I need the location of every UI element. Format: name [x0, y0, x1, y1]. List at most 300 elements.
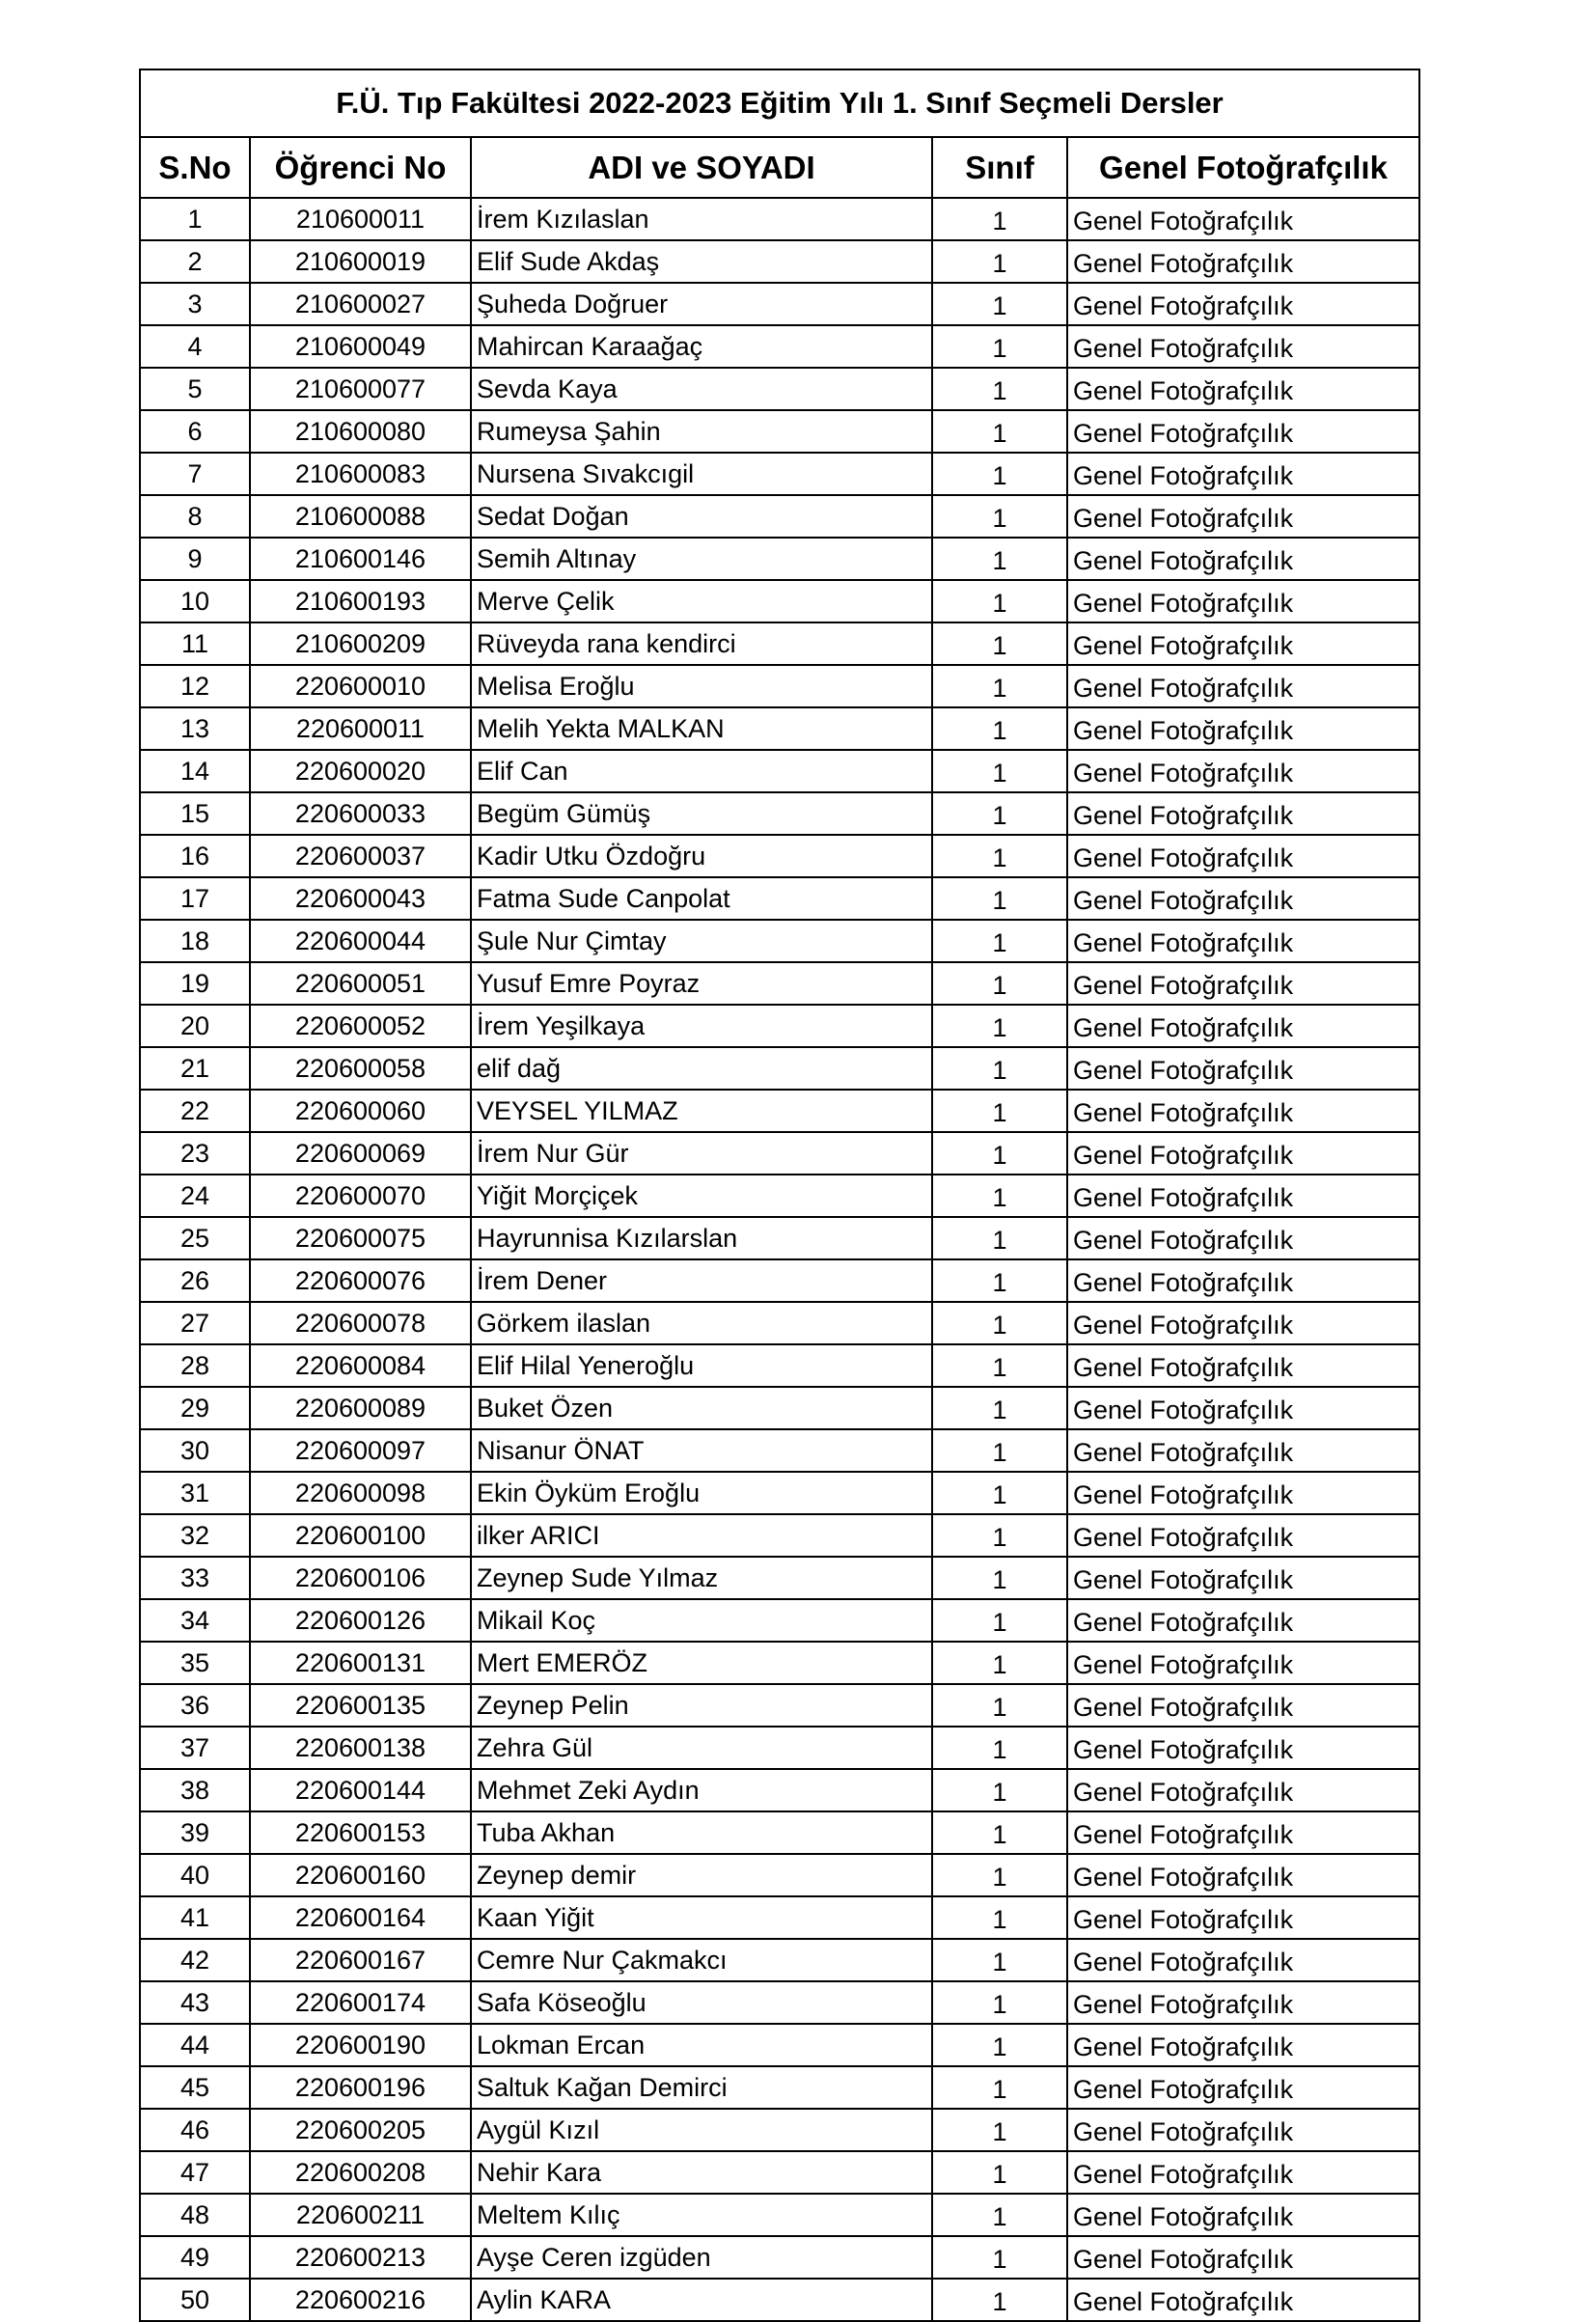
- cell-course: Genel Fotoğrafçılık: [1067, 920, 1419, 962]
- cell-student-no: 220600098: [250, 1472, 471, 1514]
- table-row: [140, 1514, 1419, 1557]
- cell-class: 1: [932, 2151, 1067, 2194]
- cell-course: Genel Fotoğrafçılık: [1067, 198, 1419, 240]
- cell-course: Genel Fotoğrafçılık: [1067, 877, 1419, 920]
- title-row: [140, 69, 1419, 137]
- cell-class: 1: [932, 410, 1067, 453]
- cell-course: Genel Fotoğrafçılık: [1067, 1047, 1419, 1090]
- cell-course: Genel Fotoğrafçılık: [1067, 1854, 1419, 1896]
- cell-course: Genel Fotoğrafçılık: [1067, 1684, 1419, 1727]
- table-row: [140, 1047, 1419, 1090]
- table-row: [140, 1344, 1419, 1387]
- cell-sno: 48: [140, 2194, 250, 2236]
- cell-course: Genel Fotoğrafçılık: [1067, 1344, 1419, 1387]
- cell-course: Genel Fotoğrafçılık: [1067, 1005, 1419, 1047]
- cell-sno: 3: [140, 283, 250, 325]
- cell-sno: 42: [140, 1939, 250, 1981]
- cell-student-name: İrem Dener: [471, 1259, 932, 1302]
- cell-student-name: Aygül Kızıl: [471, 2109, 932, 2151]
- table-row: [140, 1005, 1419, 1047]
- table-row: [140, 240, 1419, 283]
- cell-class: 1: [932, 1642, 1067, 1684]
- table-header: [140, 69, 1419, 198]
- cell-student-no: 220600135: [250, 1684, 471, 1727]
- cell-student-name: Begüm Gümüş: [471, 792, 932, 835]
- table-row: [140, 1769, 1419, 1811]
- cell-course: Genel Fotoğrafçılık: [1067, 240, 1419, 283]
- cell-student-no: 220600043: [250, 877, 471, 920]
- cell-sno: 8: [140, 495, 250, 538]
- cell-student-name: Safa Köseoğlu: [471, 1981, 932, 2024]
- cell-student-no: 220600164: [250, 1896, 471, 1939]
- column-header-course: Genel Fotoğrafçılık: [1067, 137, 1419, 198]
- cell-course: Genel Fotoğrafçılık: [1067, 1472, 1419, 1514]
- cell-course: Genel Fotoğrafçılık: [1067, 1599, 1419, 1642]
- table-row: [140, 1472, 1419, 1514]
- cell-student-name: Ayşe Ceren izgüden: [471, 2236, 932, 2279]
- cell-student-no: 210600209: [250, 622, 471, 665]
- table-row: [140, 2279, 1419, 2321]
- cell-course: Genel Fotoğrafçılık: [1067, 1811, 1419, 1854]
- cell-student-name: Hayrunnisa Kızılarslan: [471, 1217, 932, 1259]
- cell-student-no: 210600019: [250, 240, 471, 283]
- cell-student-no: 210600088: [250, 495, 471, 538]
- cell-sno: 36: [140, 1684, 250, 1727]
- cell-student-no: 220600084: [250, 1344, 471, 1387]
- cell-sno: 40: [140, 1854, 250, 1896]
- cell-student-name: elif dağ: [471, 1047, 932, 1090]
- cell-class: 1: [932, 1005, 1067, 1047]
- cell-student-no: 220600070: [250, 1175, 471, 1217]
- cell-student-no: 210600077: [250, 368, 471, 410]
- cell-student-name: Nehir Kara: [471, 2151, 932, 2194]
- cell-sno: 43: [140, 1981, 250, 2024]
- table-row: [140, 920, 1419, 962]
- cell-sno: 32: [140, 1514, 250, 1557]
- cell-class: 1: [932, 1854, 1067, 1896]
- cell-student-name: Merve Çelik: [471, 580, 932, 622]
- cell-student-name: Sedat Doğan: [471, 495, 932, 538]
- table-row: [140, 1854, 1419, 1896]
- cell-student-name: Zehra Gül: [471, 1727, 932, 1769]
- cell-class: 1: [932, 1472, 1067, 1514]
- cell-sno: 50: [140, 2279, 250, 2321]
- cell-course: Genel Fotoğrafçılık: [1067, 1514, 1419, 1557]
- cell-class: 1: [932, 1811, 1067, 1854]
- cell-student-no: 220600196: [250, 2066, 471, 2109]
- cell-sno: 47: [140, 2151, 250, 2194]
- cell-student-no: 220600153: [250, 1811, 471, 1854]
- column-header-row: [140, 137, 1419, 198]
- cell-sno: 25: [140, 1217, 250, 1259]
- cell-student-name: Mert EMERÖZ: [471, 1642, 932, 1684]
- table-row: [140, 2066, 1419, 2109]
- cell-class: 1: [932, 1344, 1067, 1387]
- cell-student-name: Zeynep Sude Yılmaz: [471, 1557, 932, 1599]
- cell-course: Genel Fotoğrafçılık: [1067, 835, 1419, 877]
- cell-class: 1: [932, 1175, 1067, 1217]
- student-list-table: [139, 69, 1420, 2322]
- cell-sno: 24: [140, 1175, 250, 1217]
- cell-sno: 20: [140, 1005, 250, 1047]
- cell-sno: 17: [140, 877, 250, 920]
- cell-sno: 15: [140, 792, 250, 835]
- cell-student-no: 220600138: [250, 1727, 471, 1769]
- cell-student-no: 220600174: [250, 1981, 471, 2024]
- cell-class: 1: [932, 1727, 1067, 1769]
- table-row: [140, 1981, 1419, 2024]
- cell-class: 1: [932, 1259, 1067, 1302]
- table-row: [140, 2151, 1419, 2194]
- table-row: [140, 1811, 1419, 1854]
- cell-student-name: Şuheda Doğruer: [471, 283, 932, 325]
- cell-class: 1: [932, 1684, 1067, 1727]
- table-body: [140, 198, 1419, 2321]
- table-row: [140, 2236, 1419, 2279]
- cell-sno: 23: [140, 1132, 250, 1175]
- cell-student-name: Lokman Ercan: [471, 2024, 932, 2066]
- table-row: [140, 1557, 1419, 1599]
- cell-course: Genel Fotoğrafçılık: [1067, 2236, 1419, 2279]
- cell-sno: 34: [140, 1599, 250, 1642]
- cell-student-no: 220600089: [250, 1387, 471, 1429]
- table-row: [140, 835, 1419, 877]
- cell-sno: 37: [140, 1727, 250, 1769]
- cell-student-no: 220600131: [250, 1642, 471, 1684]
- cell-student-name: Saltuk Kağan Demirci: [471, 2066, 932, 2109]
- cell-sno: 27: [140, 1302, 250, 1344]
- cell-student-name: Tuba Akhan: [471, 1811, 932, 1854]
- cell-student-no: 220600106: [250, 1557, 471, 1599]
- cell-class: 1: [932, 707, 1067, 750]
- cell-student-no: 220600190: [250, 2024, 471, 2066]
- cell-student-name: İrem Kızılaslan: [471, 198, 932, 240]
- cell-course: Genel Fotoğrafçılık: [1067, 1557, 1419, 1599]
- table-row: [140, 198, 1419, 240]
- cell-sno: 49: [140, 2236, 250, 2279]
- cell-course: Genel Fotoğrafçılık: [1067, 792, 1419, 835]
- cell-student-no: 220600010: [250, 665, 471, 707]
- table-row: [140, 1684, 1419, 1727]
- cell-student-name: Elif Can: [471, 750, 932, 792]
- cell-class: 1: [932, 2024, 1067, 2066]
- cell-class: 1: [932, 665, 1067, 707]
- cell-student-name: Rumeysa Şahin: [471, 410, 932, 453]
- cell-class: 1: [932, 1557, 1067, 1599]
- cell-student-no: 220600216: [250, 2279, 471, 2321]
- cell-student-name: ilker ARICI: [471, 1514, 932, 1557]
- cell-class: 1: [932, 622, 1067, 665]
- cell-class: 1: [932, 1981, 1067, 2024]
- cell-sno: 6: [140, 410, 250, 453]
- cell-student-name: Rüveyda rana kendirci: [471, 622, 932, 665]
- table-row: [140, 2024, 1419, 2066]
- cell-student-no: 220600097: [250, 1429, 471, 1472]
- cell-class: 1: [932, 580, 1067, 622]
- cell-student-name: İrem Yeşilkaya: [471, 1005, 932, 1047]
- cell-sno: 10: [140, 580, 250, 622]
- cell-sno: 30: [140, 1429, 250, 1472]
- table-row: [140, 1259, 1419, 1302]
- cell-class: 1: [932, 1939, 1067, 1981]
- cell-course: Genel Fotoğrafçılık: [1067, 2194, 1419, 2236]
- cell-class: 1: [932, 1302, 1067, 1344]
- table-row: [140, 2194, 1419, 2236]
- cell-sno: 14: [140, 750, 250, 792]
- cell-sno: 38: [140, 1769, 250, 1811]
- table-row: [140, 283, 1419, 325]
- cell-course: Genel Fotoğrafçılık: [1067, 368, 1419, 410]
- table-row: [140, 1939, 1419, 1981]
- cell-student-name: Aylin KARA: [471, 2279, 932, 2321]
- cell-course: Genel Fotoğrafçılık: [1067, 1090, 1419, 1132]
- cell-student-name: Mahircan Karaağaç: [471, 325, 932, 368]
- table-row: [140, 1896, 1419, 1939]
- cell-class: 1: [932, 198, 1067, 240]
- cell-student-no: 220600033: [250, 792, 471, 835]
- cell-student-name: VEYSEL YILMAZ: [471, 1090, 932, 1132]
- cell-student-no: 220600037: [250, 835, 471, 877]
- cell-student-no: 210600011: [250, 198, 471, 240]
- cell-course: Genel Fotoğrafçılık: [1067, 1939, 1419, 1981]
- cell-course: Genel Fotoğrafçılık: [1067, 962, 1419, 1005]
- cell-class: 1: [932, 1090, 1067, 1132]
- table-row: [140, 750, 1419, 792]
- table-row: [140, 1302, 1419, 1344]
- cell-student-no: 210600083: [250, 453, 471, 495]
- cell-student-no: 220600052: [250, 1005, 471, 1047]
- cell-course: Genel Fotoğrafçılık: [1067, 707, 1419, 750]
- table-row: [140, 1090, 1419, 1132]
- cell-sno: 18: [140, 920, 250, 962]
- cell-student-no: 210600193: [250, 580, 471, 622]
- table-row: [140, 453, 1419, 495]
- cell-student-name: Cemre Nur Çakmakcı: [471, 1939, 932, 1981]
- cell-class: 1: [932, 1047, 1067, 1090]
- cell-course: Genel Fotoğrafçılık: [1067, 2279, 1419, 2321]
- cell-student-no: 220600205: [250, 2109, 471, 2151]
- cell-student-name: Melisa Eroğlu: [471, 665, 932, 707]
- cell-student-no: 220600051: [250, 962, 471, 1005]
- cell-sno: 9: [140, 538, 250, 580]
- cell-course: Genel Fotoğrafçılık: [1067, 2024, 1419, 2066]
- table-row: [140, 1642, 1419, 1684]
- table-row: [140, 1387, 1419, 1429]
- cell-student-no: 220600044: [250, 920, 471, 962]
- table-row: [140, 665, 1419, 707]
- cell-course: Genel Fotoğrafçılık: [1067, 665, 1419, 707]
- cell-course: Genel Fotoğrafçılık: [1067, 1132, 1419, 1175]
- table-row: [140, 962, 1419, 1005]
- cell-sno: 16: [140, 835, 250, 877]
- column-header-class: Sınıf: [932, 137, 1067, 198]
- cell-student-no: 210600080: [250, 410, 471, 453]
- table-row: [140, 368, 1419, 410]
- table-row: [140, 410, 1419, 453]
- cell-class: 1: [932, 538, 1067, 580]
- cell-student-no: 220600058: [250, 1047, 471, 1090]
- table-row: [140, 1175, 1419, 1217]
- table-row: [140, 2109, 1419, 2151]
- cell-student-name: Buket Özen: [471, 1387, 932, 1429]
- cell-sno: 5: [140, 368, 250, 410]
- table-row: [140, 538, 1419, 580]
- cell-class: 1: [932, 453, 1067, 495]
- cell-course: Genel Fotoğrafçılık: [1067, 580, 1419, 622]
- cell-sno: 41: [140, 1896, 250, 1939]
- cell-student-name: Nursena Sıvakcıgil: [471, 453, 932, 495]
- cell-student-name: Kaan Yiğit: [471, 1896, 932, 1939]
- table-row: [140, 1217, 1419, 1259]
- cell-student-no: 220600100: [250, 1514, 471, 1557]
- cell-student-name: Şule Nur Çimtay: [471, 920, 932, 962]
- cell-class: 1: [932, 495, 1067, 538]
- cell-sno: 19: [140, 962, 250, 1005]
- cell-student-no: 220600160: [250, 1854, 471, 1896]
- cell-student-no: 220600213: [250, 2236, 471, 2279]
- cell-student-name: Meltem Kılıç: [471, 2194, 932, 2236]
- column-header-student-no: Öğrenci No: [250, 137, 471, 198]
- cell-student-name: İrem Nur Gür: [471, 1132, 932, 1175]
- cell-class: 1: [932, 240, 1067, 283]
- cell-course: Genel Fotoğrafçılık: [1067, 453, 1419, 495]
- cell-class: 1: [932, 1132, 1067, 1175]
- cell-student-no: 210600027: [250, 283, 471, 325]
- table-row: [140, 1429, 1419, 1472]
- cell-student-name: Mikail Koç: [471, 1599, 932, 1642]
- cell-course: Genel Fotoğrafçılık: [1067, 1769, 1419, 1811]
- cell-class: 1: [932, 877, 1067, 920]
- cell-class: 1: [932, 1514, 1067, 1557]
- cell-course: Genel Fotoğrafçılık: [1067, 1302, 1419, 1344]
- cell-class: 1: [932, 1429, 1067, 1472]
- cell-student-name: Zeynep demir: [471, 1854, 932, 1896]
- cell-student-name: Sevda Kaya: [471, 368, 932, 410]
- table-row: [140, 877, 1419, 920]
- cell-student-no: 220600011: [250, 707, 471, 750]
- cell-student-name: Görkem ilaslan: [471, 1302, 932, 1344]
- cell-sno: 28: [140, 1344, 250, 1387]
- cell-student-name: Semih Altınay: [471, 538, 932, 580]
- cell-course: Genel Fotoğrafçılık: [1067, 622, 1419, 665]
- cell-course: Genel Fotoğrafçılık: [1067, 283, 1419, 325]
- cell-class: 1: [932, 283, 1067, 325]
- cell-student-name: Fatma Sude Canpolat: [471, 877, 932, 920]
- cell-course: Genel Fotoğrafçılık: [1067, 750, 1419, 792]
- cell-class: 1: [932, 1896, 1067, 1939]
- cell-sno: 44: [140, 2024, 250, 2066]
- cell-class: 1: [932, 2236, 1067, 2279]
- cell-class: 1: [932, 2109, 1067, 2151]
- cell-student-no: 220600208: [250, 2151, 471, 2194]
- cell-student-name: Zeynep Pelin: [471, 1684, 932, 1727]
- cell-class: 1: [932, 835, 1067, 877]
- cell-sno: 12: [140, 665, 250, 707]
- cell-sno: 21: [140, 1047, 250, 1090]
- cell-student-name: Yusuf Emre Poyraz: [471, 962, 932, 1005]
- cell-sno: 31: [140, 1472, 250, 1514]
- cell-student-no: 220600144: [250, 1769, 471, 1811]
- cell-student-no: 220600076: [250, 1259, 471, 1302]
- cell-class: 1: [932, 792, 1067, 835]
- cell-course: Genel Fotoğrafçılık: [1067, 1175, 1419, 1217]
- cell-course: Genel Fotoğrafçılık: [1067, 1981, 1419, 2024]
- cell-student-name: Nisanur ÖNAT: [471, 1429, 932, 1472]
- cell-student-no: 220600126: [250, 1599, 471, 1642]
- cell-class: 1: [932, 1599, 1067, 1642]
- cell-course: Genel Fotoğrafçılık: [1067, 1429, 1419, 1472]
- cell-student-name: Kadir Utku Özdoğru: [471, 835, 932, 877]
- table-row: [140, 707, 1419, 750]
- table-row: [140, 325, 1419, 368]
- table-row: [140, 1727, 1419, 1769]
- cell-student-no: 220600069: [250, 1132, 471, 1175]
- cell-sno: 35: [140, 1642, 250, 1684]
- cell-student-name: Melih Yekta MALKAN: [471, 707, 932, 750]
- cell-class: 1: [932, 920, 1067, 962]
- cell-course: Genel Fotoğrafçılık: [1067, 1259, 1419, 1302]
- cell-student-no: 220600167: [250, 1939, 471, 1981]
- cell-sno: 4: [140, 325, 250, 368]
- cell-sno: 2: [140, 240, 250, 283]
- cell-sno: 22: [140, 1090, 250, 1132]
- cell-sno: 33: [140, 1557, 250, 1599]
- table-row: [140, 792, 1419, 835]
- cell-class: 1: [932, 325, 1067, 368]
- cell-course: Genel Fotoğrafçılık: [1067, 2109, 1419, 2151]
- cell-student-name: Mehmet Zeki Aydın: [471, 1769, 932, 1811]
- table-row: [140, 1132, 1419, 1175]
- cell-course: Genel Fotoğrafçılık: [1067, 2151, 1419, 2194]
- cell-sno: 1: [140, 198, 250, 240]
- table-row: [140, 622, 1419, 665]
- cell-sno: 11: [140, 622, 250, 665]
- cell-course: Genel Fotoğrafçılık: [1067, 410, 1419, 453]
- cell-course: Genel Fotoğrafçılık: [1067, 2066, 1419, 2109]
- cell-class: 1: [932, 2279, 1067, 2321]
- table-row: [140, 1599, 1419, 1642]
- column-header-sno: S.No: [140, 137, 250, 198]
- cell-student-no: 220600020: [250, 750, 471, 792]
- cell-class: 1: [932, 2066, 1067, 2109]
- cell-course: Genel Fotoğrafçılık: [1067, 1217, 1419, 1259]
- cell-sno: 46: [140, 2109, 250, 2151]
- cell-course: Genel Fotoğrafçılık: [1067, 495, 1419, 538]
- cell-sno: 29: [140, 1387, 250, 1429]
- cell-class: 1: [932, 750, 1067, 792]
- cell-student-no: 220600075: [250, 1217, 471, 1259]
- table-row: [140, 495, 1419, 538]
- cell-class: 1: [932, 368, 1067, 410]
- cell-class: 1: [932, 1769, 1067, 1811]
- cell-sno: 45: [140, 2066, 250, 2109]
- cell-student-name: Ekin Öyküm Eroğlu: [471, 1472, 932, 1514]
- cell-class: 1: [932, 2194, 1067, 2236]
- cell-class: 1: [932, 962, 1067, 1005]
- cell-student-no: 220600211: [250, 2194, 471, 2236]
- cell-class: 1: [932, 1387, 1067, 1429]
- cell-course: Genel Fotoğrafçılık: [1067, 1896, 1419, 1939]
- cell-student-name: Elif Hilal Yeneroğlu: [471, 1344, 932, 1387]
- cell-student-no: 210600146: [250, 538, 471, 580]
- cell-course: Genel Fotoğrafçılık: [1067, 325, 1419, 368]
- cell-course: Genel Fotoğrafçılık: [1067, 1387, 1419, 1429]
- cell-class: 1: [932, 1217, 1067, 1259]
- table-row: [140, 580, 1419, 622]
- cell-course: Genel Fotoğrafçılık: [1067, 1727, 1419, 1769]
- cell-student-no: 210600049: [250, 325, 471, 368]
- cell-sno: 26: [140, 1259, 250, 1302]
